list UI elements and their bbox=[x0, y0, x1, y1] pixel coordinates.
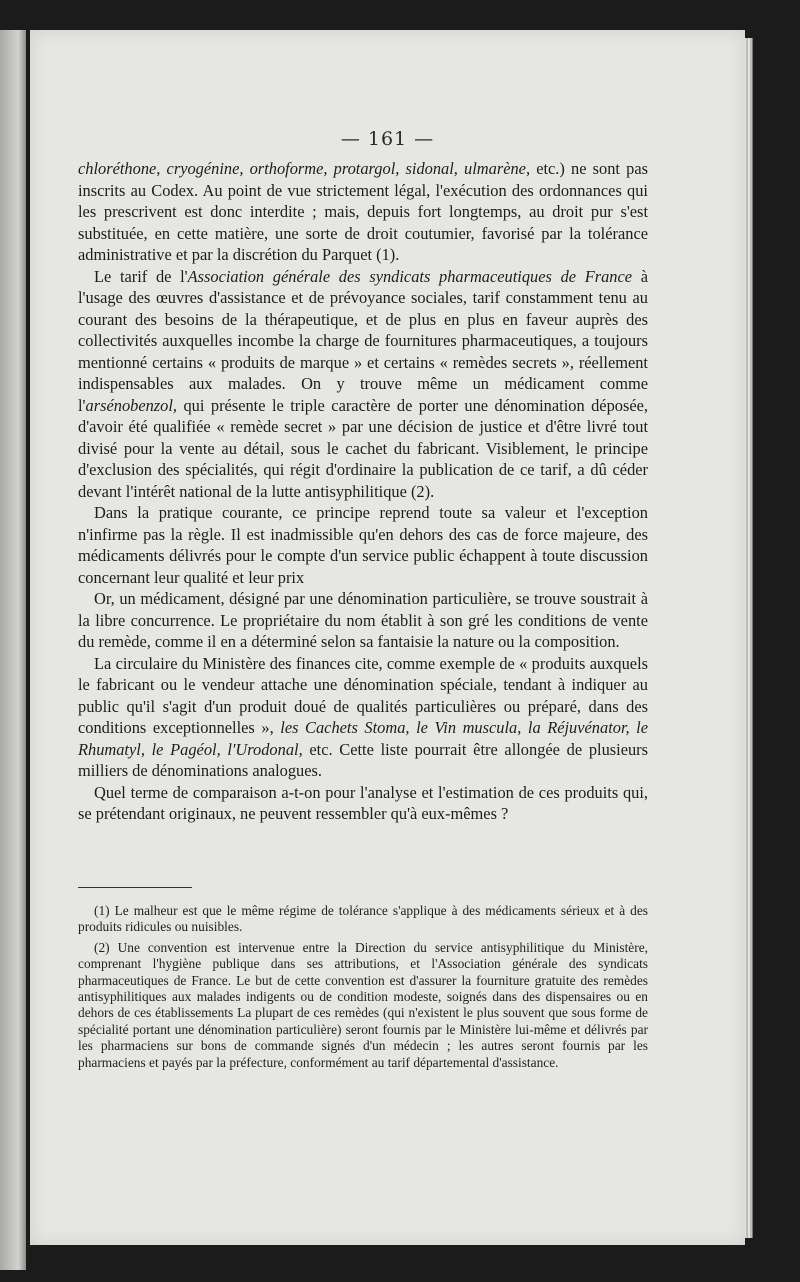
paragraph bbox=[78, 653, 648, 782]
text-segment: à l'usage des œuvres d'assistance et de prévoyance sociales, tarif constamment tenu au courant des besoins de la thérapeutique, et de plus en plus en faveur auprès des collectivités auxquelles incombe la charge de fournitures pharmaceutiques, a toujours mentionné certains « produits de marque » et certains « remèdes secrets », réellement indispensables aux malades. On y trouve même un médicament comme l' bbox=[78, 266, 649, 415]
text-segment: les Cachets Stoma, le Vin muscula, la Réjuvénator, le Rhumatyl, le Pagéol, l'Urodonal, bbox=[78, 718, 649, 759]
footnotes bbox=[78, 903, 648, 1075]
footnote-divider bbox=[78, 887, 192, 888]
text-segment: Dans la pratique courante, ce principe reprend toute sa valeur et l'exception n'infirme pas la règle. Il est inadmissible qu'en dehors des cas de force majeure, des médicaments délivrés pour le compte d'un service public échappent à toute discussion concernant leur qualité et leur prix bbox=[78, 503, 648, 587]
paragraph bbox=[78, 588, 648, 653]
text-segment: chloréthone, cryogénine, orthoforme, protargol, sidonal, ulmarène, bbox=[78, 159, 531, 178]
paragraph bbox=[78, 158, 648, 266]
text-segment: qui présente le triple caractère de porter une dénomination déposée, d'avoir été qualifiée « remède secret » par une décision de justice et d'être livré tout divisé pour la vente au détail, sous le cachet du fabricant. Visiblement, le principe d'exclusion des spécialités, qui régit d'ordinaire la publication de ce tarif, a dû céder devant l'intérêt national de la lutte antisyphilitique (2). bbox=[78, 395, 648, 501]
text-segment: La circulaire du Ministère des finances cite, comme exemple de « produits auxquels le fabricant ou le vendeur attache une dénomination spéciale, tendant à indiquer au public qu'il s'agit d'un produit doué de qualités particulières ou préparé, dans des conditions exceptionnelles », bbox=[78, 653, 648, 737]
footnote: (2) Une convention est intervenue entre la Direction du service antisyphilitique du Ministère, comprenant l'hygiène publique dans ses attributions, et l'Association générale des syndicats pharmaceutiques de France. Le but de cette convention est d'assurer la fourniture gratuite des remèdes antisyphilitiques aux malades indigents ou de condition modeste, soignés dans des dispensaires ou en dehors de ces établissements La plupart de ces remèdes (qui n'existent le plus souvent que sous forme de spécialité portant une dénomination particulière) seront fournis par le Ministère lui-même et délivrés par les pharmaciens sur bons de commande signés d'un médecin ; les autres seront fournis par les pharmaciens et payés par la préfecture, conformément au tarif départemental d'assistance. bbox=[78, 939, 648, 1070]
text-segment: etc.) ne sont pas inscrits au Codex. Au point de vue strictement légal, l'exécution des ordonnances qui les prescrivent est donc interdite ; mais, depuis fort longtemps, au droit pur s'est substituée, en cette matière, une sorte de droit coutumier, favorisé par la tolérance administrative et par la discrétion du Parquet (1). bbox=[78, 159, 648, 264]
adjacent-page-edge bbox=[0, 30, 26, 1270]
footnote: (1) Le malheur est que le même régime de tolérance s'applique à des médicaments sérieux et à des produits ridicules ou nuisibles. bbox=[78, 903, 648, 935]
paragraph bbox=[78, 266, 648, 503]
paragraph bbox=[78, 502, 648, 588]
paragraph bbox=[78, 782, 648, 825]
text-segment: Or, un médicament, désigné par une dénomination particulière, se trouve soustrait à la libre concurrence. Le propriétaire du nom établit à son gré les conditions de vente du remède, comme il en a déterminé selon sa fantaisie la nature ou la composition. bbox=[78, 589, 648, 651]
text-segment: Quel terme de comparaison a-t-on pour l'analyse et l'estimation de ces produits qui, se prétendant originaux, ne peuvent ressembler qu'à eux-mêmes ? bbox=[78, 782, 648, 823]
page-number: — 161 — bbox=[340, 128, 435, 150]
text-segment: Le tarif de l' bbox=[94, 266, 188, 286]
book-page bbox=[30, 30, 745, 1245]
text-segment: Association générale des syndicats pharmaceutiques de France bbox=[187, 266, 633, 286]
main-text bbox=[78, 158, 648, 825]
text-segment: etc. Cette liste pourrait être allongée de plusieurs milliers de dénominations analogues. bbox=[78, 739, 648, 780]
text-segment: arsénobenzol, bbox=[85, 395, 178, 415]
